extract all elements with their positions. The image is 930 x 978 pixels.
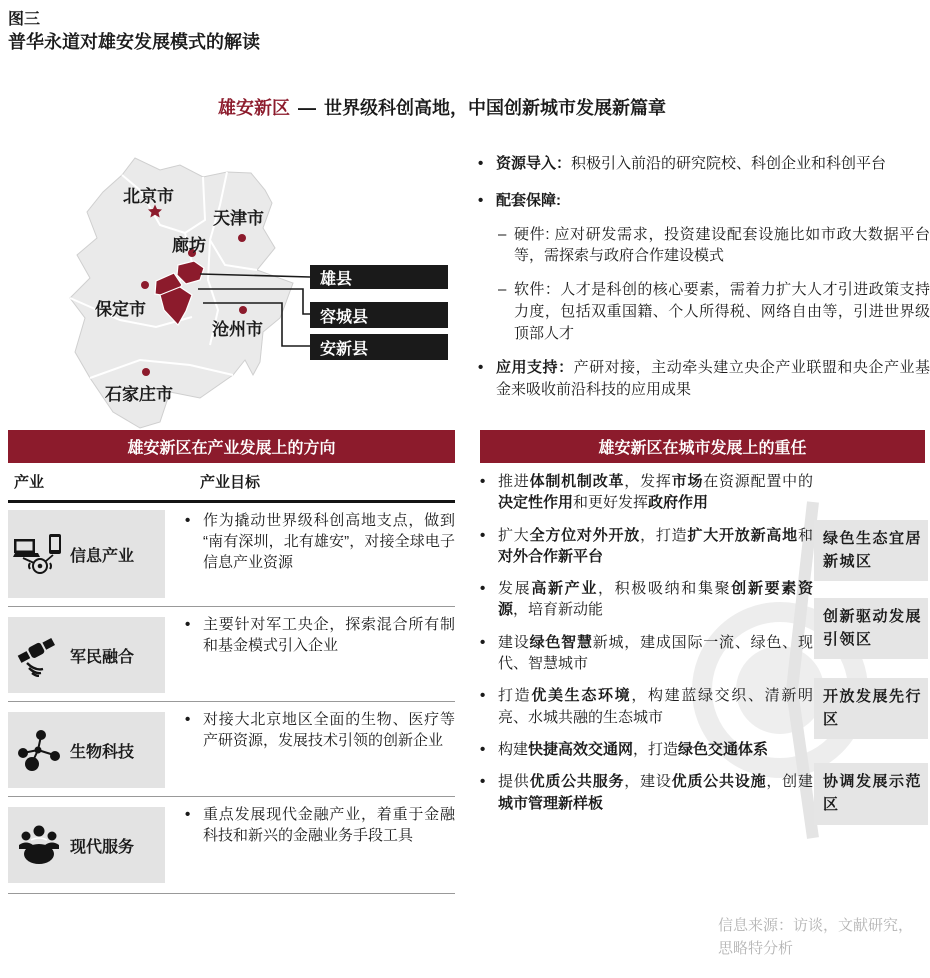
industry-goal <box>165 702 455 751</box>
tianjin-dot <box>238 234 246 242</box>
industry-goal-text: 重点发展现代金融产业，着重于金融科技和新兴的金融业务手段工具 <box>203 806 455 844</box>
industry-cell-services <box>8 807 165 883</box>
bullet-marker: • <box>480 687 486 705</box>
shijiazhuang-dot <box>142 368 150 376</box>
city-label-cangzhou: 沧州市 <box>212 320 263 339</box>
people-icon <box>8 823 70 867</box>
industry-goal <box>165 607 455 656</box>
city-duty-text: 构建快捷高效交通网，打造绿色交通体系 <box>498 740 769 758</box>
bullet-marker: • <box>480 633 486 651</box>
source-note: 信息来源：访谈，文献研究，思略特分析 <box>718 917 914 957</box>
industry-goal <box>165 797 455 846</box>
satellite-icon <box>8 633 70 677</box>
table-row <box>8 607 455 702</box>
industry-cell-info <box>8 510 165 598</box>
industry-label: 军民融合 <box>70 648 135 666</box>
bullet-marker: • <box>185 616 191 633</box>
list-item <box>480 525 813 568</box>
zone-box-green-livable: 绿色生态宜居新城区 <box>814 520 928 581</box>
table-row <box>8 702 455 797</box>
bullet-marker: • <box>478 191 484 209</box>
list-item <box>478 357 930 401</box>
city-duty-text: 提供优质公共服务，建设优质公共设施，创建城市管理新样板 <box>498 773 813 812</box>
bullet-marker: • <box>478 155 484 172</box>
headline-rest: 世界级科创高地，中国创新城市发展新篇章 <box>324 98 666 118</box>
industry-label: 信息产业 <box>70 547 135 565</box>
city-label-langfang: 廊坊 <box>172 236 206 255</box>
list-item <box>478 153 930 175</box>
table-row <box>8 797 455 894</box>
bullet-marker: • <box>185 512 191 529</box>
application-support-text: 应用支持：产研对接，主动牵头建立央企产业联盟和央企产业基金来吸收前沿科技的应用成果 <box>496 359 930 398</box>
industry-cell-biotech <box>8 712 165 788</box>
list-item <box>478 190 930 212</box>
table-header <box>8 463 455 503</box>
bullet-marker: • <box>478 359 484 377</box>
bullet-marker: • <box>480 740 486 758</box>
headline-dash: — <box>298 98 316 118</box>
list-item <box>480 685 813 728</box>
software-text: 软件：人才是科创的核心要素，需着力扩大人才引进政策支持力度，包括双重国籍、个人所得税、网络自由等，引进世界级顶部人才 <box>514 281 930 342</box>
list-item <box>480 578 813 621</box>
city-section-banner: 雄安新区在城市发展上的重任 <box>480 430 925 463</box>
baoding-dot <box>141 281 149 289</box>
city-duty-list <box>480 471 813 825</box>
main-headline <box>218 94 666 120</box>
bullet-marker: • <box>480 580 486 598</box>
bullet-marker: • <box>480 773 486 791</box>
list-item <box>480 471 813 514</box>
dash-marker: – <box>498 225 507 243</box>
industry-label: 现代服务 <box>70 838 135 856</box>
bullet-marker: • <box>480 526 486 544</box>
resource-bullet-list <box>478 153 930 401</box>
bullet-marker: • <box>185 806 191 823</box>
molecule-icon <box>8 728 70 772</box>
county-label-xiongxian: 雄县 <box>310 265 448 289</box>
industry-goal <box>165 503 455 573</box>
industry-goal-text: 作为撬动世界级科创高地支点，做到“南有深圳，北有雄安”，对接全球电子信息产业资源 <box>203 512 455 571</box>
laptop-phone-icon <box>8 532 70 576</box>
zone-box-innovation: 创新驱动发展引领区 <box>814 598 928 659</box>
industry-goal-text: 对接大北京地区全面的生物、医疗等产研资源，发展技术引领的创新企业 <box>203 711 455 749</box>
table-row <box>8 503 455 607</box>
list-item <box>480 632 813 675</box>
figure-number: 图三 <box>8 11 41 28</box>
county-label-anxin: 安新县 <box>310 334 448 360</box>
industry-cell-military <box>8 617 165 693</box>
list-item <box>480 771 813 814</box>
city-label-tianjin: 天津市 <box>213 209 264 228</box>
city-duty-text: 发展高新产业，积极吸纳和集聚创新要素资源，培育新动能 <box>498 580 813 619</box>
city-duty-text: 推进体制机制改革，发挥市场在资源配置中的决定性作用和更好发挥政府作用 <box>498 473 813 512</box>
dash-marker: – <box>498 281 507 298</box>
industry-label: 生物科技 <box>70 743 135 761</box>
bullet-marker: • <box>480 473 486 490</box>
industry-table <box>8 463 455 894</box>
city-duty-text: 建设绿色智慧新城，建成国际一流、绿色、现代、智慧城市 <box>498 633 813 673</box>
city-duty-text: 扩大全方位对外开放，打造扩大开放新高地和对外合作新平台 <box>498 526 813 565</box>
city-label-beijing: 北京市 <box>123 187 174 206</box>
zone-box-opening: 开放发展先行区 <box>814 678 928 739</box>
bullet-marker: • <box>185 711 191 728</box>
list-item <box>480 739 813 760</box>
hardware-text: 硬件: 应对研发需求，投资建设配套设施比如市政大数据平台等，需探索与政府合作建设模式 <box>514 225 930 265</box>
column-header-industry: 产业 <box>14 474 45 491</box>
region-map <box>60 145 460 430</box>
cangzhou-dot <box>239 306 247 314</box>
resource-import-text: 资源导入：积极引入前沿的研究院校、科创企业和科创平台 <box>496 155 887 172</box>
list-item <box>478 224 930 268</box>
industry-section-banner: 雄安新区在产业发展上的方向 <box>8 430 455 463</box>
industry-goal-text: 主要针对军工央企，探索混合所有制和基金模式引入企业 <box>203 616 455 654</box>
city-label-baoding: 保定市 <box>95 300 146 319</box>
figure-title: 普华永道对雄安发展模式的解读 <box>8 32 260 52</box>
zone-box-coordination: 协调发展示范区 <box>814 763 928 825</box>
list-item <box>478 279 930 344</box>
county-label-rongcheng: 容城县 <box>310 302 448 328</box>
city-label-shijiazhuang: 石家庄市 <box>105 385 173 404</box>
column-header-goal: 产业目标 <box>200 474 261 491</box>
support-guarantee-text: 配套保障: <box>496 191 561 209</box>
city-duty-text: 打造优美生态环境，构建蓝绿交织、清新明亮、水城共融的生态城市 <box>498 687 813 726</box>
headline-highlight: 雄安新区 <box>218 98 290 118</box>
